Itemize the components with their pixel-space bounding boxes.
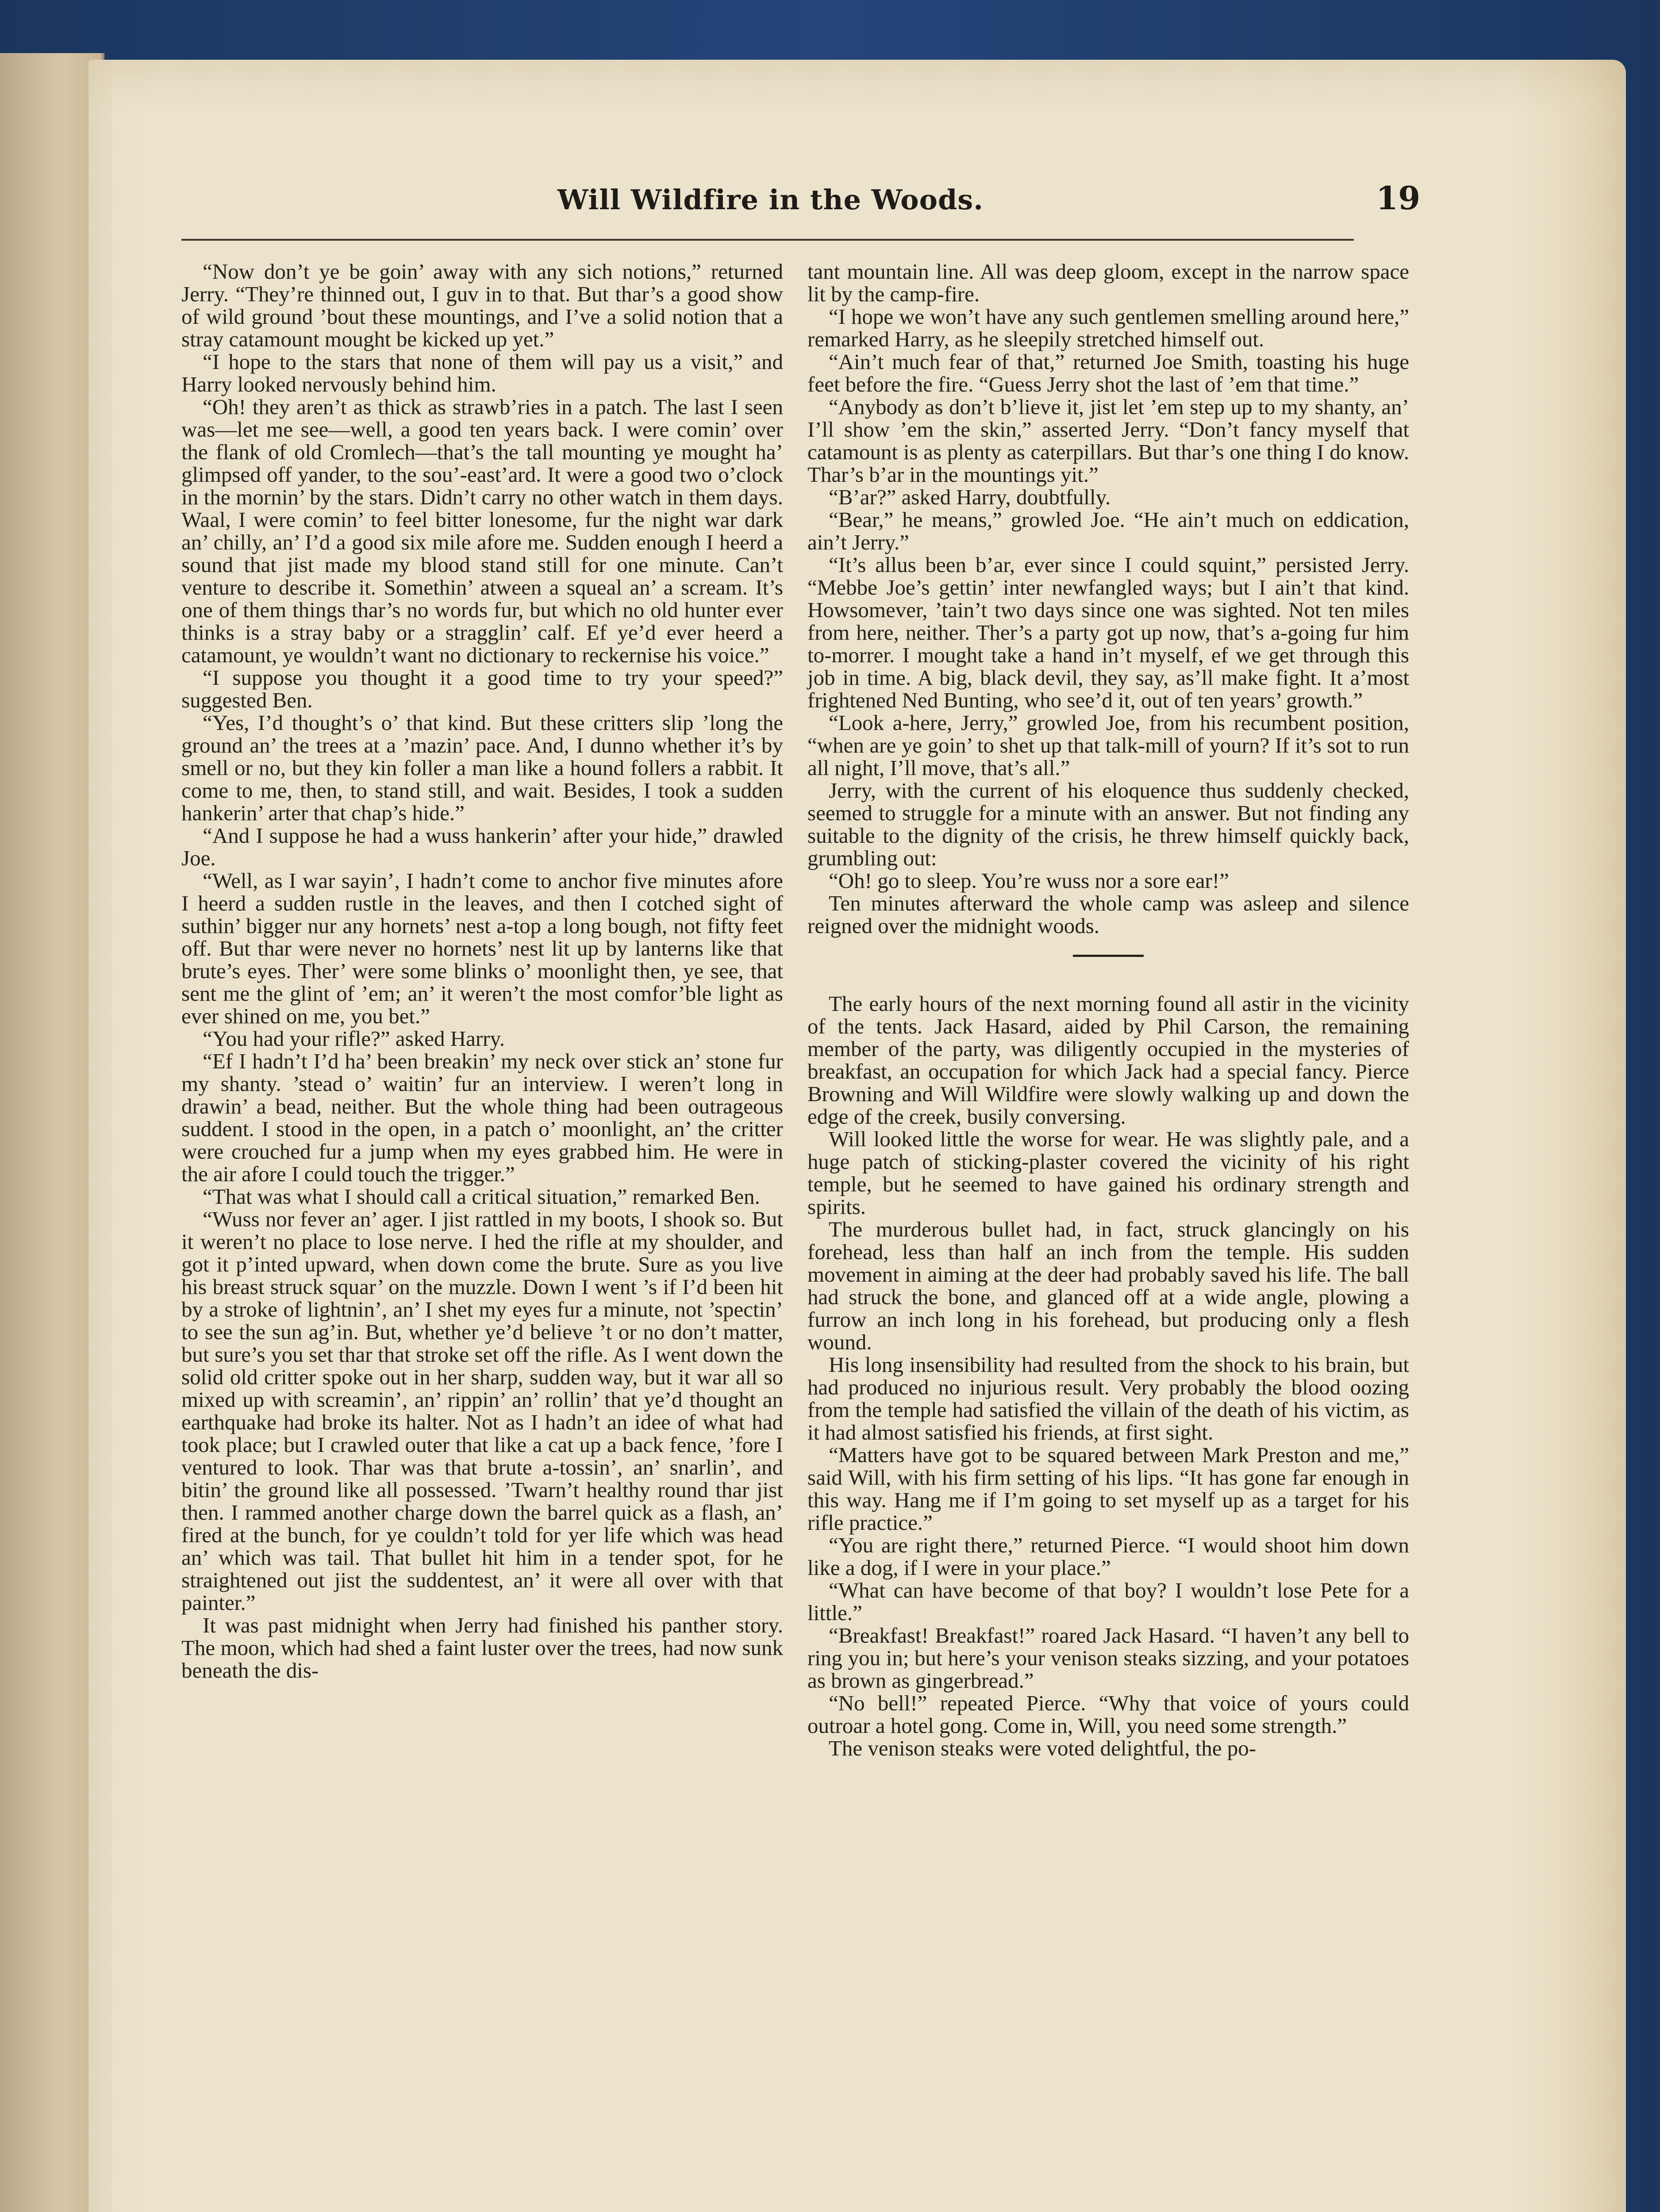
paragraph: “Wuss nor fever an’ ager. I jist rattled in my boots, I shook so. But it weren’t no place to lose nerve. I hed the rifle at my shoulder, and got it p’inted upward, when down come the brute. Sure as you live his breast struck squar’ on the muzzle. Down I went ’s if I’d been hit by a stroke of lightnin’, an’ I shet my eyes fur a minute, not ’spectin’ to see the sun ag’in. But, whether ye’d believe ’t or no don’t matter, but sure’s you set thar that stroke set off the rifle. As I went down the solid old critter spoke out in her sharp, sudden way, but it war all so mixed up with screamin’, an’ rippin’ an’ rollin’ that ye’d thought an earthquake had broke its halter. Not as I hadn’t an idee of what had took place; but I crawled outer that like a cat up a back fence, ’fore I ventured to look. Thar was that brute a-tossin’, an’ snarlin’, and bitin’ the ground like all possessed. ’Twarn’t healthy round thar jist then. I rammed another charge down the barrel quick as a flash, an’ fired at the bunch, for ye couldn’t told for yer life which was head an’ which was tail. That bullet hit him in a tender spot, for he straightened out jist the suddentest, an’ it were all over with that painter.” (181, 1207, 783, 1615)
paragraph: “Matters have got to be squared between Mark Preston and me,” said Will, with his firm setting of his lips. “It has gone far enough in this way. Hang me if I’m going to set myself up as a target for his rifle practice.” (807, 1443, 1409, 1535)
paragraph: “B’ar?” asked Harry, doubtfully. (829, 485, 1111, 509)
paragraph: The murderous bullet had, in fact, struck glancingly on his forehead, less than half an inch from the temple. His sudden movement in aiming at the deer had probably saved his life. The ball had struck the bone, and glanced off at a wide angle, plowing a furrow an inch long in his forehead, but producing only a flesh wound. (807, 1217, 1409, 1354)
right-column (807, 260, 1409, 1759)
paragraph: “Yes, I’d thought’s o’ that kind. But these critters slip ’long the ground an’ the trees at a ’mazin’ pace. And, I dunno whether it’s by smell or no, but they kin foller a man like a hound follers a rabbit. It come to me, then, to stand still, and wait. Besides, I took a sudden hankerin’ arter that chap’s hide.” (181, 710, 783, 825)
left-column (181, 260, 783, 1682)
paragraph: “That was what I should call a critical situation,” remarked Ben. (203, 1184, 760, 1209)
paragraph: “You had your rifle?” asked Harry. (203, 1026, 505, 1051)
header-rule (181, 239, 1354, 241)
paragraph: “And I suppose he had a wuss hankerin’ after your hide,” drawled Joe. (181, 823, 783, 870)
paragraph: It was past midnight when Jerry had finished his panther story. The moon, which had shed a faint luster over the trees, had now sunk beneath the dis- (181, 1613, 783, 1682)
paragraph: “Bear,” he means,” growled Joe. “He ain’t much on eddication, ain’t Jerry.” (807, 507, 1409, 554)
paragraph: “Ain’t much fear of that,” returned Joe Smith, toasting his huge feet before the fire. “Guess Jerry shot the last of ’em that time.” (807, 349, 1409, 396)
paragraph: “Oh! they aren’t as thick as strawb’ries in a patch. The last I seen was—let me see—well, a good ten years back. I were comin’ over the flank of old Cromlech—that’s the tall mounting ye mought ha’ glimpsed off yander, to the sou’-east’ard. It were a good two o’clock in the mornin’ by the stars. Didn’t carry no other watch in them days. Waal, I were comin’ to feel bitter lonesome, fur the night war dark an’ chilly, an’ I’d a good six mile afore me. Sudden enough I heerd a sound that jist made my blood stand still for one minute. Can’t venture to describe it. Somethin’ atween a squeal an’ a scream. It’s one of them things thar’s no words fur, but which no old hunter ever thinks is a stray baby or a stragglin’ calf. Ef ye’d ever heerd a catamount, ye wouldn’t want no dictionary to reckernise his voice.” (181, 395, 783, 667)
paragraph: “No bell!” repeated Pierce. “Why that voice of yours could outroar a hotel gong. Come in, Will, you need some strength.” (807, 1691, 1409, 1738)
paragraph: “I hope to the stars that none of them will pay us a visit,” and Harry looked nervously behind him. (181, 349, 783, 396)
paragraph: “I suppose you thought it a good time to try your speed?” suggested Ben. (181, 665, 783, 712)
paragraph: “I hope we won’t have any such gentlemen smelling around here,” remarked Harry, as he sleepily stretched himself out. (807, 304, 1409, 351)
page-number: 19 (1376, 179, 1421, 217)
paragraph: “Oh! go to sleep. You’re wuss nor a sore ear!” (829, 868, 1229, 893)
paragraph: Jerry, with the current of his eloquence thus suddenly checked, seemed to struggle for a minute with an answer. But not finding any suitable to the dignity of the crisis, he threw himself quickly back, grumbling out: (807, 778, 1409, 870)
paragraph: “Well, as I war sayin’, I hadn’t come to anchor five minutes afore I heerd a sudden rustle in the leaves, and then I cotched sight of suthin’ bigger nur any hornets’ nest a-top a long bough, not fifty feet off. But thar were never no hornets’ nest lit up by lanterns like that brute’s eyes. Ther’ were some blinks o’ moonlight then, ye see, that sent me the glint of ’em; an’ it weren’t the most comfor’ble light as ever shined on me, you bet.” (181, 868, 783, 1028)
paragraph: “Ef I hadn’t I’d ha’ been breakin’ my neck over stick an’ stone fur my shanty. ’stead o’ waitin’ fur an interview. I weren’t long in drawin’ a bead, neither. But the whole thing had been outrageous suddent. I stood in the open, in a patch o’ moonlight, an’ the critter were crouched fur a jump when my eyes grabbed him. He were in the air afore I could touch the trigger.” (181, 1049, 783, 1186)
paragraph: The venison steaks were voted delightful, the po- (829, 1736, 1257, 1760)
paragraph: “Anybody as don’t b’lieve it, jist let ’em step up to my shanty, an’ I’ll show ’em the skin,” asserted Jerry. “Don’t fancy myself that catamount is as plenty as caterpillars. But thar’s one thing I do know. Thar’s b’ar in the mountings yit.” (807, 395, 1409, 487)
paragraph: The early hours of the next morning found all astir in the vicinity of the tents. Jack Hasard, aided by Phil Carson, the remaining member of the party, was diligently occupied in the mysteries of breakfast, an occupation for which Jack had a special fancy. Pierce Browning and Will Wildfire were slowly walking up and down the edge of the creek, busily conversing. (807, 991, 1409, 1129)
paragraph: “It’s allus been b’ar, ever since I could squint,” persisted Jerry. “Mebbe Joe’s gettin’ inter newfangled ways; but I ain’t that kind. Howsomever, ’tain’t two days since one was sighted. Not ten miles from here, neither. Ther’s a party got up now, that’s a-going fur him to-morrer. I mought take a hand in’t myself, ef we get through this job in time. A big, black devil, they say, as’ll make fight. It a’most frightened Ned Bunting, who see’d it, out of ten years’ growth.” (807, 553, 1409, 712)
paragraph: “Breakfast! Breakfast!” roared Jack Hasard. “I haven’t any bell to ring you in; but here’s your venison steaks sizzing, and your potatoes as brown as gingerbread.” (807, 1623, 1409, 1693)
paragraph: “Look a-here, Jerry,” growled Joe, from his recumbent position, “when are ye goin’ to shet up that talk-mill of yourn? If it’s sot to run all night, I’ll move, that’s all.” (807, 710, 1409, 780)
paragraph: “What can have become of that boy? I wouldn’t lose Pete for a little.” (807, 1578, 1409, 1625)
paragraph: tant mountain line. All was deep gloom, except in the narrow space lit by the camp-fire. (807, 259, 1409, 306)
paragraph: Ten minutes afterward the whole camp was asleep and silence reigned over the midnight woods. (807, 891, 1409, 938)
running-title: Will Wildfire in the Woods. (557, 184, 984, 216)
paragraph: “Now don’t ye be goin’ away with any sich notions,” returned Jerry. “They’re thinned out, I guv in to that. But thar’s a good show of wild ground ’bout these mountings, and I’ve a solid notion that a stray catamount mought be kicked up yet.” (181, 259, 783, 351)
paragraph: His long insensibility had resulted from the shock to his brain, but had produced no injurious result. Very probably the blood oozing from the temple had satisfied the villain of the death of his victim, as it had almost satisfied his friends, at first sight. (807, 1352, 1409, 1444)
paragraph: Will looked little the worse for wear. He was slightly pale, and a huge patch of sticking-plaster covered the vicinity of his right temple, but he seemed to have gained his ordinary strength and spirits. (807, 1127, 1409, 1219)
paragraph: “You are right there,” returned Pierce. “I would shoot him down like a dog, if I were in your place.” (807, 1533, 1409, 1580)
section-separator (1073, 955, 1144, 957)
